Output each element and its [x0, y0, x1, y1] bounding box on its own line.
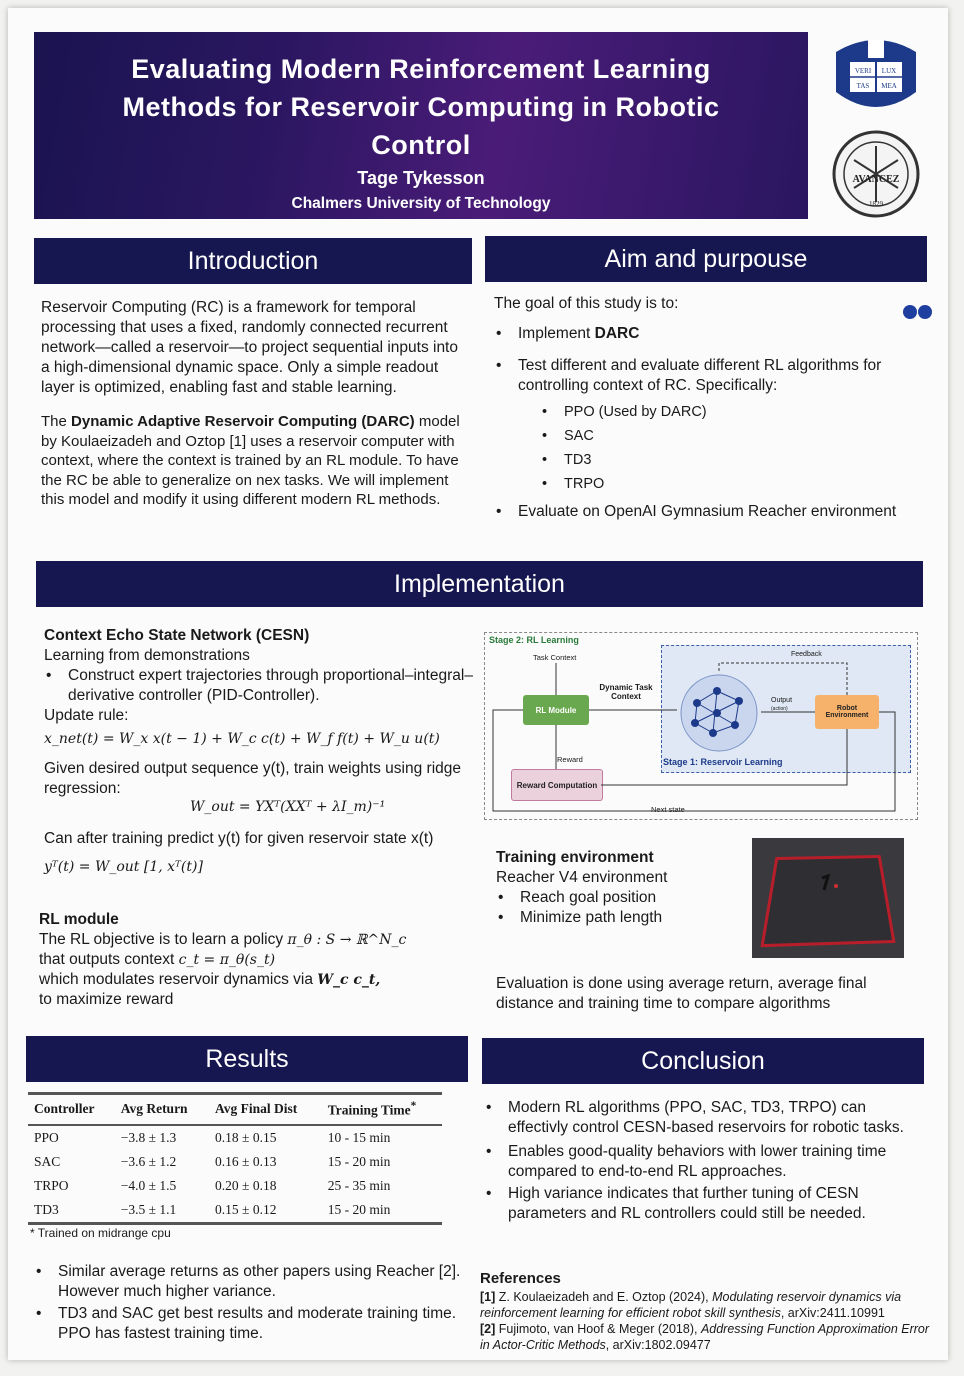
- reward-computation-box: Reward Computation: [511, 769, 603, 801]
- training-env-section: [496, 848, 746, 928]
- aim-sub-ppo: • PPO (Used by DARC): [564, 400, 914, 424]
- svg-text:TAS: TAS: [856, 82, 870, 90]
- aim-sub-sac: • SAC: [564, 424, 914, 448]
- training-title: Training environment: [496, 849, 654, 866]
- predict-text: Can after training predict y(t) for given reservoir state x(t): [44, 830, 434, 847]
- reacher-environment-image: [752, 838, 904, 958]
- aim-sub-td3: • TD3: [564, 448, 914, 472]
- conclusion-header: Conclusion: [482, 1038, 924, 1084]
- predict-equation: yᵀ(t) = W_out [1, xᵀ(t)]: [44, 859, 203, 875]
- aim-intro: The goal of this study is to:: [494, 295, 679, 312]
- reward-label: Reward: [557, 755, 583, 764]
- cell: 0.18 ± 0.15: [215, 1129, 277, 1145]
- svg-text:MEA: MEA: [881, 82, 897, 90]
- rl-module-box: RL Module: [523, 695, 589, 725]
- results-bullets: [32, 1262, 478, 1344]
- title-banner: [34, 32, 808, 219]
- cell: TRPO: [34, 1177, 69, 1193]
- cell: 0.20 ± 0.18: [215, 1177, 277, 1193]
- cesn-bullet: • Construct expert trajectories through proportional–integral–derivative controller (PID-Controller).: [68, 666, 474, 706]
- author: Tage Tykesson: [357, 168, 485, 188]
- cesn-title: Context Echo State Network (CESN): [44, 627, 310, 644]
- conclusion-bullet-2: • Enables good-quality behaviors with lower training time compared to end-to-end RL approaches.: [508, 1142, 928, 1182]
- task-context-label: Task Context: [533, 653, 577, 662]
- reference-1: [1] Z. Koulaeizadeh and E. Oztop (2024), Modulating reservoir dynamics via reinforcement learning for efficient robot skill synthesis, arXiv:2411.10991: [480, 1290, 902, 1320]
- cell: 0.16 ± 0.13: [215, 1153, 277, 1169]
- chalmers-seal-icon: [830, 130, 922, 218]
- intro-paragraph-1: Reservoir Computing (RC) is a framework for temporal processing that uses a fixed, randomly connected recurrent network—called a reservoir—to project sequential inputs into a high-dimensional dynamic space. Only a simple readout layer is optimized, enabling fast and stable learning.: [41, 299, 458, 396]
- feedback-label: Feedback: [791, 651, 822, 658]
- ridge-text: Given desired output sequence y(t), train weights using ridge regression:: [44, 760, 462, 797]
- cell: −3.6 ± 1.2: [120, 1153, 177, 1169]
- svg-text:AVANCEZ: AVANCEZ: [852, 174, 900, 185]
- cell: 25 - 35 min: [327, 1177, 391, 1193]
- architecture-diagram: [484, 632, 918, 820]
- col-avg-return: Avg Return: [115, 1094, 209, 1125]
- rl-module-section: [39, 910, 479, 1010]
- svg-text:VERI: VERI: [854, 67, 872, 75]
- table-row: [28, 1198, 442, 1224]
- ridge-equation: W_out = YXᵀ(XXᵀ + λI_m)⁻¹: [190, 799, 386, 815]
- robot-environment-box: Robot Environment: [815, 695, 879, 729]
- svg-text:LUX: LUX: [881, 67, 897, 75]
- rl-line-1: The RL objective is to learn a policy: [39, 931, 284, 948]
- table-footnote: * Trained on midrange cpu: [30, 1226, 171, 1240]
- output-label: Output: [771, 697, 793, 704]
- aim-bullet-3: • Evaluate on OpenAI Gymnasium Reacher environment: [518, 502, 914, 522]
- rl-wc-eq: W_c c_t,: [317, 972, 381, 988]
- cell: 15 - 20 min: [322, 1198, 442, 1224]
- stage1-label: Stage 1: Reservoir Learning: [663, 757, 783, 767]
- affiliation: Chalmers University of Technology: [291, 195, 551, 212]
- cell: TD3: [28, 1198, 115, 1224]
- cell: 15 - 20 min: [327, 1153, 391, 1169]
- training-subtitle: Reacher V4 environment: [496, 869, 668, 886]
- cell: 0.15 ± 0.12: [209, 1198, 322, 1224]
- references-title: References: [480, 1270, 561, 1287]
- aim-sub-trpo: • TRPO: [564, 472, 914, 496]
- reference-2: [2] Fujimoto, van Hoof & Meger (2018), Addressing Function Approximation Error in Actor-Critic Methods, arXiv:1802.09477: [480, 1322, 930, 1352]
- update-equation: x_net(t) = W_x x(t − 1) + W_c c(t) + W_f f(t) + W_u u(t): [44, 731, 440, 747]
- university-logo-seal-icon: [830, 32, 922, 118]
- training-bullet-2: • Minimize path length: [520, 908, 746, 928]
- stage2-label: Stage 2: RL Learning: [489, 635, 579, 645]
- poster: [8, 8, 948, 1360]
- cell: −3.8 ± 1.3: [120, 1129, 177, 1145]
- cesn-section: [44, 626, 474, 877]
- col-avg-final-dist: Avg Final Dist: [209, 1094, 322, 1125]
- col-training-time: Training Time*: [322, 1094, 442, 1125]
- rl-context-eq: c_t = π_θ(s_t): [178, 952, 276, 968]
- rl-line-3: which modulates reservoir dynamics via: [39, 971, 313, 988]
- title-line-1: Evaluating Modern Reinforcement Learning: [131, 54, 711, 84]
- table-row: [28, 1150, 442, 1174]
- update-rule-label: Update rule:: [44, 707, 129, 724]
- table-row: [28, 1125, 442, 1150]
- conclusion-bullet-3: • High variance indicates that further tuning of CESN parameters and RL controllers could still be needed.: [508, 1184, 928, 1224]
- cell: −4.0 ± 1.5: [120, 1177, 177, 1193]
- training-bullet-1: • Reach goal position: [520, 888, 746, 908]
- diagram-arrows: [485, 633, 917, 819]
- results-header: Results: [26, 1036, 468, 1082]
- results-bullet-2: • TD3 and SAC get best results and moderate training time. PPO has fastest training time.: [58, 1304, 478, 1344]
- cell: −3.5 ± 1.1: [115, 1198, 209, 1224]
- aim-bullet-2: • Test different and evaluate different RL algorithms for controlling context of RC. Specifically: • PPO (Used by DARC) • SAC • TD3 • TRPO: [518, 356, 914, 496]
- cell: 10 - 15 min: [327, 1129, 391, 1145]
- aim-bullet-1: • Implement DARC: [518, 324, 914, 344]
- next-state-label: Next state: [651, 805, 685, 814]
- conclusion-bullets: [482, 1098, 928, 1224]
- dynamic-context-label: Dynamic Task Context: [599, 683, 653, 701]
- svg-text:1829: 1829: [869, 200, 883, 208]
- cell: SAC: [34, 1153, 61, 1169]
- table-header-row: [28, 1094, 442, 1125]
- cell: PPO: [34, 1129, 59, 1145]
- title-line-2: Methods for Reservoir Computing in Robotic: [122, 92, 720, 122]
- aim-header: Aim and purpouse: [485, 236, 927, 282]
- evaluation-text: Evaluation is done using average return, average final distance and training time to compare algorithms: [496, 975, 867, 1012]
- poster-title: [34, 50, 808, 164]
- results-table: [28, 1092, 442, 1225]
- rl-line-4: to maximize reward: [39, 991, 174, 1008]
- results-bullet-1: • Similar average returns as other papers using Reacher [2]. However much higher variance.: [58, 1262, 478, 1302]
- cesn-subtitle: Learning from demonstrations: [44, 647, 250, 664]
- table-row: [28, 1174, 442, 1198]
- rl-line-2: that outputs context: [39, 951, 175, 968]
- introduction-text: [41, 298, 461, 510]
- rl-policy-eq: π_θ : S → ℝ^N_c: [287, 932, 407, 948]
- rl-title: RL module: [39, 911, 119, 928]
- intro-paragraph-2: The Dynamic Adaptive Reservoir Computing (DARC) model by Koulaeizadeh and Oztop [1] uses a reservoir computer with context, where the context is trained by an RL module. To have the RC be able to generalize on nex tasks. We will implement this model and modify it using different modern RL methods.: [41, 413, 460, 508]
- aim-content: [494, 294, 914, 522]
- action-label: (action): [771, 706, 788, 712]
- title-line-3: Control: [371, 130, 471, 160]
- col-controller: Controller: [28, 1094, 115, 1125]
- conclusion-bullet-1: • Modern RL algorithms (PPO, SAC, TD3, TRPO) can effectivly control CESN-based reservoirs for robotic tasks.: [508, 1098, 928, 1138]
- references-section: [480, 1270, 930, 1353]
- implementation-header: Implementation: [36, 561, 923, 607]
- introduction-header: Introduction: [34, 238, 472, 284]
